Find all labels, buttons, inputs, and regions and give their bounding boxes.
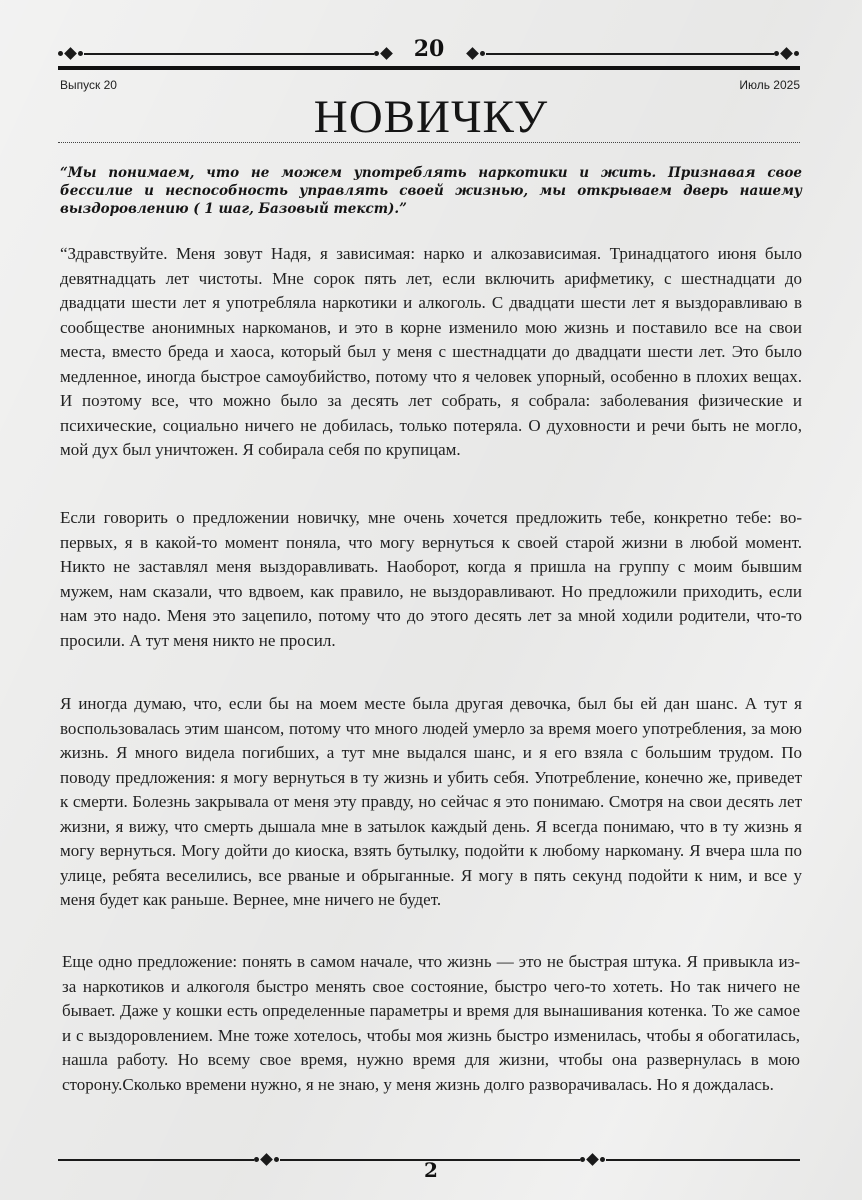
title-divider (58, 142, 800, 143)
ornament-diamond (780, 47, 793, 60)
issue-label: Выпуск 20 (60, 78, 117, 92)
ornament-dot (794, 51, 799, 56)
ornament-dot (374, 51, 379, 56)
ornament-diamond (466, 47, 479, 60)
ornament-diamond (380, 47, 393, 60)
header-rule (58, 66, 800, 70)
page-title: НОВИЧКУ (313, 91, 549, 143)
ornament-dot (58, 51, 63, 56)
ornament-dot (774, 51, 779, 56)
top-ornament (58, 36, 800, 66)
ornament-diamond (64, 47, 77, 60)
ornament-dot (78, 51, 83, 56)
paragraph-4: Еще одно предложение: понять в самом начале, что жизнь — это не быстрая штука. Я привыкла из-за наркотиков и алкоголя быстро менять свое состояние, быстро чего-то хотеть. Но так ничего не бывает. Даже у кошки есть определенные параметры и время для вынашивания котенка. То же самое и с выздоровлением. Мне тоже хотелось, чтобы моя жизнь быстро изменилась, чтобы я обогатилась, нашла работу. Но всему свое время, нужно время для жизни, чтобы она развернулась в мою сторону.Сколько времени нужно, я не знаю, у меня жизнь долго разворачивалась. Но я дождалась. (62, 952, 800, 1094)
ornament-line (486, 53, 774, 55)
paragraph-2: Если говорить о предложении новичку, мне очень хочется предложить тебе, конкретно тебе: во-первых, я в какой-то момент поняла, что могу вернуться к своей старой жизни в любой момент. Никто не заставлял меня выздоравливать. Наоборот, когда я пришла на группу с моим бывшим мужем, нам сказали, что вдвоем, как правило, не выздоравливают. Но предложили приходить, если нам это надо. Меня это зацепило, потому что до этого десять лет за мной ходили родители, что-то просили. А тут меня никто не просил. (60, 508, 802, 650)
issue-number: 20 (413, 36, 445, 62)
paragraph-3: Я иногда думаю, что, если бы на моем месте была другая девочка, был бы ей дан шанс. А тут я воспользовалась этим шансом, потому что много людей умерло за время моего употребления, за мою жизнь. Я много видела погибших, а тут мне выдался шанс, и я его взяла с большим трудом. По поводу предложения: я могу вернуться в ту жизнь и убить себя. Употребление, конечно же, приведет к смерти. Болезнь закрывала от меня эту правду, но сейчас я это понимаю. Смотря на свои десять лет жизни, я вижу, что смерть дышала мне в затылок каждый день. Я всегда понимаю, что в ту жизнь я могу вернуться. Могу дойти до киоска, взять бутылку, подойти к любому наркоману. Я вчера шла по улице, ребята веселились, все рваные и обрыганные. Я могу в пять секунд подойти к ним, и все у меня будет как раньше. Вернее, мне ничего не будет. (60, 694, 802, 909)
ornament-dot (480, 51, 485, 56)
paragraph-1: “Здравствуйте. Меня зовут Надя, я зависимая: нарко и алкозависимая. Тринадцатого июня было девятнадцать лет чистоты. Мне сорок пять лет, если включить арифметику, с шестнадцати до двадцати шести лет я употребляла наркотики и алкоголь. С двадцати шести лет я выздоравливаю в сообществе анонимных наркоманов, и это в корне изменило мою жизнь и поставило все на свои места, вместо бреда и хаоса, который был у меня с шестнадцати до двадцати шести лет. Это было медленное, иногда быстрое самоубийство, потому что я человек упорный, особенно в плохих вещах. И поэтому все, что можно было за десять лет собрать, я собрала: заболевания физические и психические, социально ничего не добилась, только потеряла. О духовности и речи быть не могло, мой дух был уничтожен. Я собирала себя по крупицам. (60, 244, 802, 459)
page-number: 2 (424, 1158, 438, 1182)
epigraph-quote: “Мы понимаем, что не можем употреблять наркотики и жить. Признавая свое бессилие и неспособность управлять своей жизнью, мы открываем дверь нашему выздоровлению ( 1 шаг, Базовый текст).” (60, 165, 802, 217)
ornament-line (84, 53, 374, 55)
issue-date: Июль 2025 (739, 78, 800, 92)
